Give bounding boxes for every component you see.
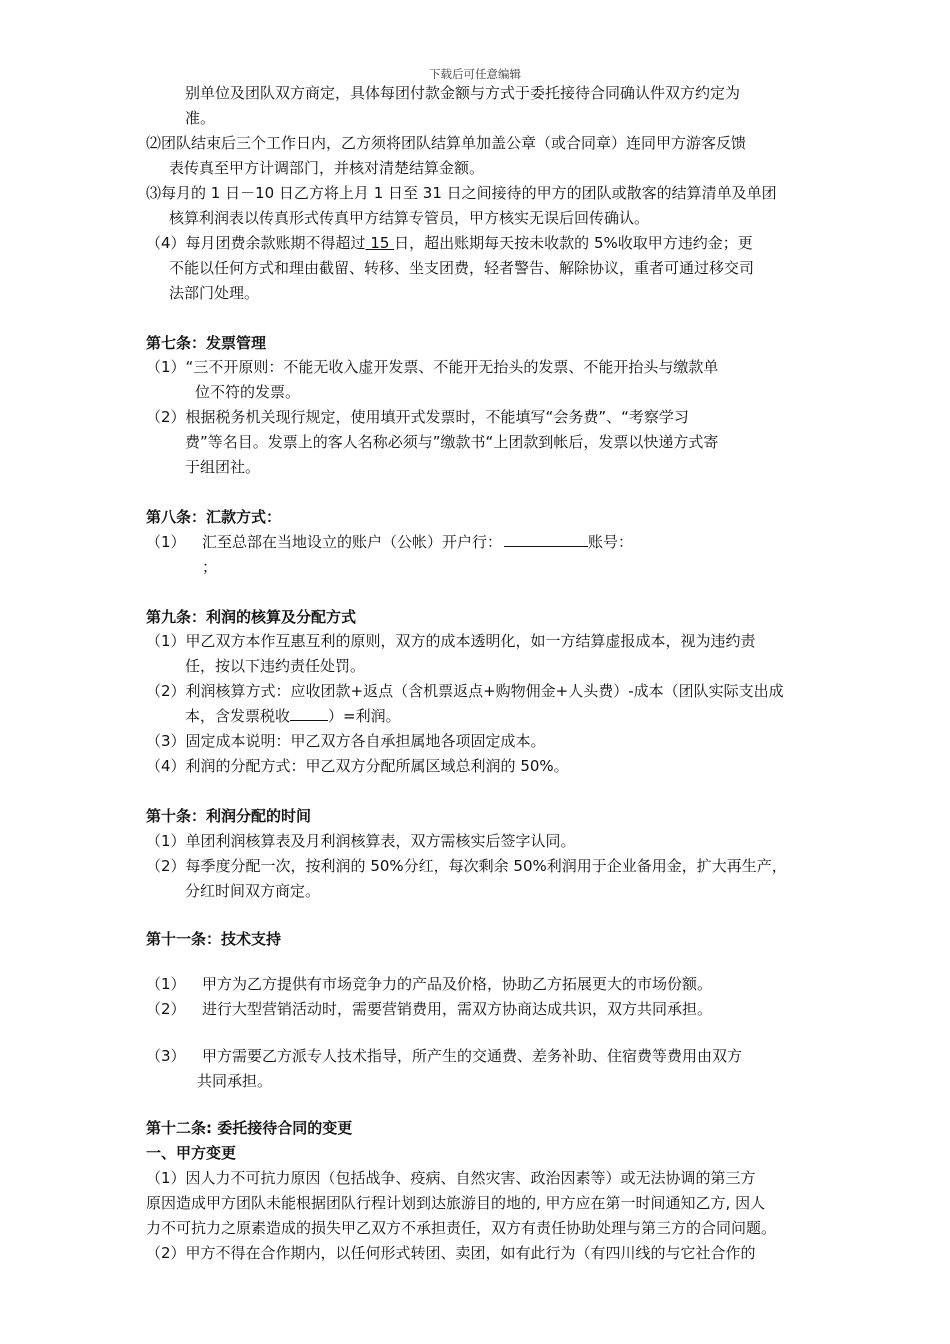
sec6-item2-line1: ⑵团队结束后三个工作日内，乙方须将团队结算单加盖公章（或合同章）连同甲方游客反馈 xyxy=(146,134,747,152)
sec6-item4-line1 xyxy=(146,233,753,253)
sec6-item4-line3: 法部门处理。 xyxy=(169,284,260,302)
sec12-item1-line1: （1）因人力不可抗力原因（包括战争、疫病、自然灾害、政治因素等）或无法协调的第三方 xyxy=(146,1169,756,1187)
sec8-bank-label: 汇至总部在当地设立的账户（公帐）开户行： xyxy=(202,533,503,551)
sec11-item3-line2: 共同承担。 xyxy=(197,1072,273,1090)
sec7-item1-line1: （1）“三不开原则：不能无收入虚开发票、不能开无抬头的发票、不能开抬头与缴款单 xyxy=(146,358,719,376)
sec12-item1-line3: 力不可抗力之原素造成的损失甲乙双方不承担责任，双方有责任协助处理与第三方的合同问题。 xyxy=(146,1219,777,1237)
sec12-subtitle: 一、甲方变更 xyxy=(146,1144,237,1162)
sec9-item2-line2 xyxy=(185,706,401,726)
sec8-account-label: 账号： xyxy=(588,533,634,551)
sec11-item2-num: （2） xyxy=(146,1000,186,1018)
sec9-item1-line1: （1）甲乙双方本作互惠互利的原则，双方的成本透明化，如一方结算虚报成本，视为违约责 xyxy=(146,632,756,650)
sec9-tax-pre: 本，含发票税收 xyxy=(185,707,291,725)
sec6-line2: 准。 xyxy=(185,109,216,127)
sec8-item1-line1 xyxy=(202,532,633,552)
sec8-item1-line2: ； xyxy=(202,558,218,576)
sec10-item2-line1: （2）每季度分配一次，按利润的 50%分红，每次剩余 50%利润用于企业备用金，扩大再生产， xyxy=(146,857,787,875)
sec12-item1-line2: 原因造成甲方团队未能根据团队行程计划到达旅游目的地的, 甲方应在第一时间通知乙方, 因人 xyxy=(146,1194,766,1212)
sec6-item2-line2: 表传真至甲方计调部门，并核对清楚结算金额。 xyxy=(169,159,485,177)
sec8-bank-blank xyxy=(504,532,588,547)
sec7-item2-line2: 费”等名目。发票上的客人名称必须与”缴款书“上团款到帐后，发票以快递方式寄 xyxy=(185,433,719,451)
sec6-item3-line1: ⑶每月的 1 日－10 日乙方将上月 1 日至 31 日之间接待的甲方的团队或散客的结算清单及单团 xyxy=(146,184,777,202)
sec9-title: 第九条：利润的核算及分配方式 xyxy=(146,608,357,626)
sec9-item1-line2: 任，按以下违约责任处罚。 xyxy=(185,657,366,675)
sec7-title: 第七条：发票管理 xyxy=(146,334,267,352)
sec10-item2-line2: 分红时间双方商定。 xyxy=(185,882,321,900)
sec9-item2-line1: （2）利润核算方式：应收团款+返点（含机票返点+购物佣金+人头费）-成本（团队实际支出成 xyxy=(146,682,784,700)
sec12-title: 第十二条: 委托接待合同的变更 xyxy=(146,1119,353,1137)
sec10-title: 第十条：利润分配的时间 xyxy=(146,807,312,825)
sec6-item4-pre: （4）每月团费余款账期不得超过 xyxy=(146,234,366,252)
sec12-item2-line1: （2）甲方不得在合作期内，以任何形式转团、卖团，如有此行为（有四川线的与它社合作的 xyxy=(146,1244,756,1262)
sec6-item4-post: 日，超出账期每天按未收款的 5%收取甲方违约金；更 xyxy=(394,234,753,252)
sec9-tax-post: ）=利润。 xyxy=(328,707,401,725)
sec8-item1-num: （1） xyxy=(146,533,186,551)
sec6-line1: 别单位及团队双方商定，具体每团付款金额与方式于委托接待合同确认件双方约定为 xyxy=(185,84,741,102)
sec9-item3: （3）固定成本说明：甲乙双方各自承担属地各项固定成本。 xyxy=(146,732,546,750)
sec6-item4-line2: 不能以任何方式和理由截留、转移、坐支团费，轻者警告、解除协议，重者可通过移交司 xyxy=(169,259,755,277)
sec11-item3-line1: 甲方需要乙方派专人技术指导，所产生的交通费、差务补助、住宿费等费用由双方 xyxy=(202,1047,743,1065)
sec8-title: 第八条：汇款方式： xyxy=(146,508,282,526)
sec11-item1-num: （1） xyxy=(146,975,186,993)
page-header-note: 下载后可任意编辑 xyxy=(429,67,521,81)
sec11-item3-num: （3） xyxy=(146,1047,186,1065)
sec11-item1-text: 甲方为乙方提供有市场竞争力的产品及价格，协助乙方拓展更大的市场份额。 xyxy=(202,975,713,993)
sec11-title: 第十一条：技术支持 xyxy=(146,930,282,948)
sec11-item2-text: 进行大型营销活动时，需要营销费用，需双方协商达成共识，双方共同承担。 xyxy=(202,1000,713,1018)
sec7-item2-line3: 于组团社。 xyxy=(185,458,261,476)
sec6-item3-line2: 核算利润表以传真形式传真甲方结算专管员，甲方核实无误后回传确认。 xyxy=(169,209,650,227)
sec7-item1-line2: 位不符的发票。 xyxy=(195,383,301,401)
sec6-item4-days: 15 xyxy=(365,234,395,252)
sec9-tax-blank xyxy=(290,706,328,721)
sec7-item2-line1: （2）根据税务机关现行规定，使用填开式发票时，不能填写“会务费”、“考察学习 xyxy=(146,408,689,426)
sec10-item1: （1）单团利润核算表及月利润核算表，双方需核实后签字认同。 xyxy=(146,832,576,850)
sec9-item4: （4）利润的分配方式：甲乙双方分配所属区域总利润的 50%。 xyxy=(146,757,569,775)
